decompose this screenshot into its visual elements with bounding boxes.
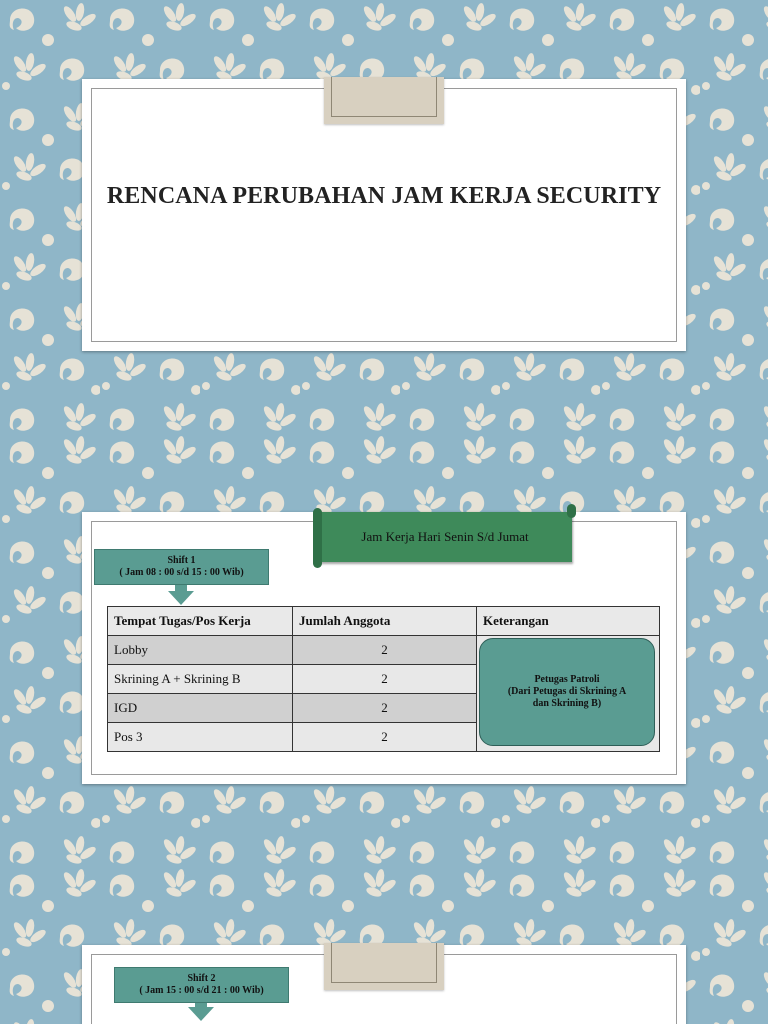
cell-jumlah: 2 (293, 665, 477, 694)
shift-2-hours: ( Jam 15 : 00 s/d 21 : 00 Wib) (139, 985, 264, 996)
banner-scroll-right (567, 504, 576, 518)
patrol-note (479, 638, 655, 746)
patrol-note-title: Petugas Patroli (534, 674, 600, 685)
cell-pos: Lobby (108, 636, 293, 665)
shift-2-title: Shift 2 (187, 973, 216, 984)
schedule-banner (318, 512, 572, 562)
cell-pos: IGD (108, 694, 293, 723)
slide-title: RENCANA PERUBAHAN JAM KERJA SECURITY (106, 183, 662, 209)
shift-1-hours: ( Jam 08 : 00 s/d 15 : 00 Wib) (119, 567, 244, 578)
shift-2-label (114, 967, 289, 1003)
cell-jumlah: 2 (293, 723, 477, 752)
header-keterangan: Keterangan (477, 607, 660, 636)
cell-pos: Pos 3 (108, 723, 293, 752)
slide-2 (0, 433, 768, 865)
title-card (82, 79, 686, 351)
shift-1-arrow (168, 591, 194, 605)
header-pos: Tempat Tugas/Pos Kerja (108, 607, 293, 636)
patrol-note-line2: (Dari Petugas di Skrining A (507, 686, 627, 697)
banner-text: Jam Kerja Hari Senin S/d Jumat (361, 529, 529, 544)
patrol-note-line3: dan Skrining B) (532, 698, 602, 709)
cell-jumlah: 2 (293, 694, 477, 723)
shift-2-arrow (188, 1007, 214, 1021)
title-card-tab (324, 77, 444, 124)
header-jumlah: Jumlah Anggota (293, 607, 477, 636)
cell-jumlah: 2 (293, 636, 477, 665)
banner-scroll-left (313, 508, 322, 568)
shift-1-title: Shift 1 (167, 555, 196, 566)
schedule-card-2 (82, 945, 686, 1024)
slide-1 (0, 0, 768, 432)
table-header-row (108, 607, 660, 636)
slide-3 (0, 866, 768, 1024)
schedule-card-2-tab (324, 943, 444, 990)
cell-pos: Skrining A + Skrining B (108, 665, 293, 694)
schedule-card (82, 512, 686, 784)
shift-1-label (94, 549, 269, 585)
title-card-border (91, 88, 677, 342)
